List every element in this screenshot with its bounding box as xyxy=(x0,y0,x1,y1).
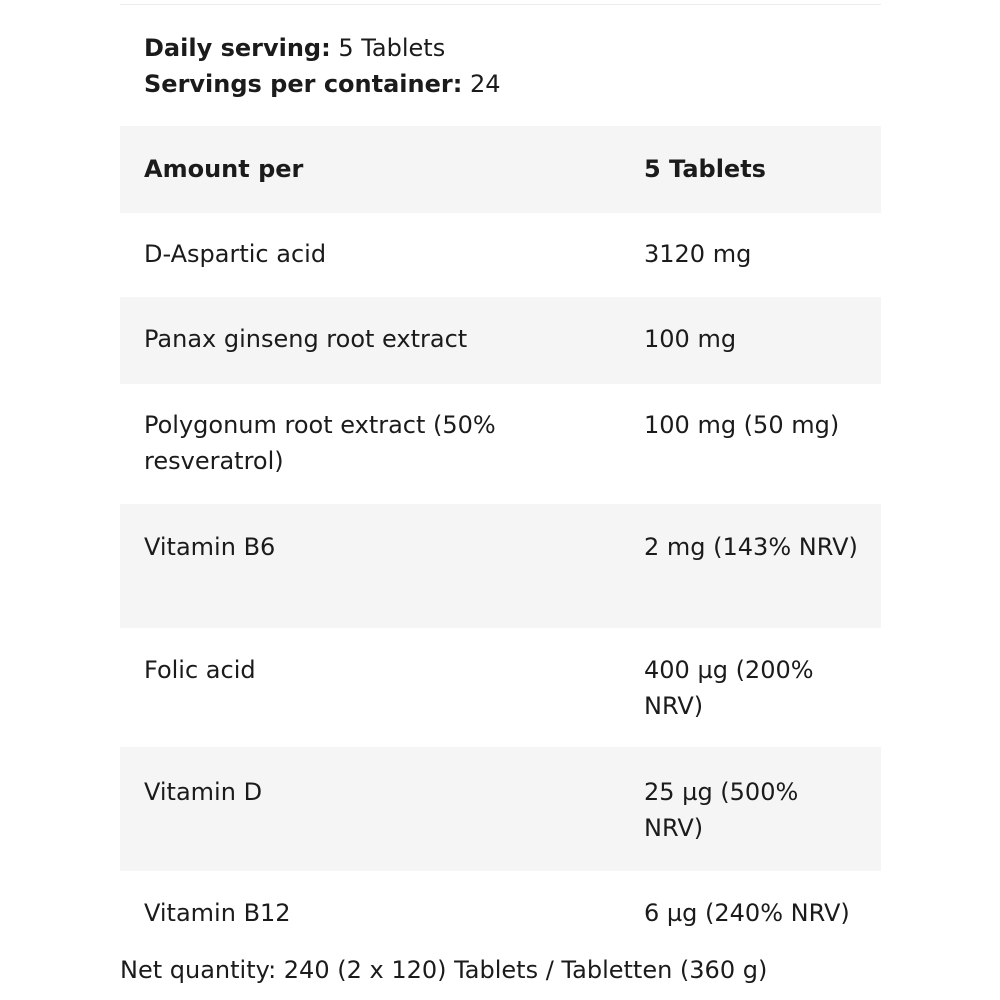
table-row xyxy=(120,628,881,747)
ingredient-name: D-Aspartic acid xyxy=(144,240,327,268)
ingredient-amount: 3120 mg xyxy=(644,240,752,268)
ingredient-amount: 25 µg (500% NRV) xyxy=(644,778,799,842)
table-row xyxy=(120,871,881,951)
table-row xyxy=(120,297,881,384)
net-quantity: Net quantity: 240 (2 x 120) Tablets / Tabletten (360 g) xyxy=(120,956,768,984)
ingredient-name: Vitamin D xyxy=(144,778,263,806)
ingredient-amount: 6 µg (240% NRV) xyxy=(644,899,850,927)
daily-serving-label: Daily serving: xyxy=(144,34,331,62)
ingredient-amount: 400 µg (200% NRV) xyxy=(644,656,814,720)
table-row xyxy=(120,384,881,504)
table-row xyxy=(120,747,881,871)
header-amount-per: Amount per xyxy=(144,155,304,183)
ingredient-amount: 100 mg (50 mg) xyxy=(644,411,840,439)
header-serving-size: 5 Tablets xyxy=(644,155,766,183)
servings-per-container-value: 24 xyxy=(462,70,501,98)
daily-serving-value: 5 Tablets xyxy=(330,34,446,62)
ingredient-name: Polygonum root extract (50% resveratrol) xyxy=(144,411,496,475)
daily-serving-line xyxy=(144,30,501,66)
ingredient-name: Folic acid xyxy=(144,656,256,684)
servings-per-container-line xyxy=(144,66,501,102)
ingredient-name: Vitamin B6 xyxy=(144,533,276,561)
table-header-row xyxy=(120,126,881,213)
supplement-facts-table xyxy=(120,126,881,951)
top-divider xyxy=(120,4,881,5)
servings-per-container-label: Servings per container: xyxy=(144,70,463,98)
ingredient-name: Panax ginseng root extract xyxy=(144,325,468,353)
ingredient-name: Vitamin B12 xyxy=(144,899,291,927)
table-row xyxy=(120,504,881,628)
serving-info xyxy=(144,30,501,102)
ingredient-amount: 2 mg (143% NRV) xyxy=(644,533,858,561)
table-row xyxy=(120,213,881,297)
ingredient-amount: 100 mg xyxy=(644,325,737,353)
